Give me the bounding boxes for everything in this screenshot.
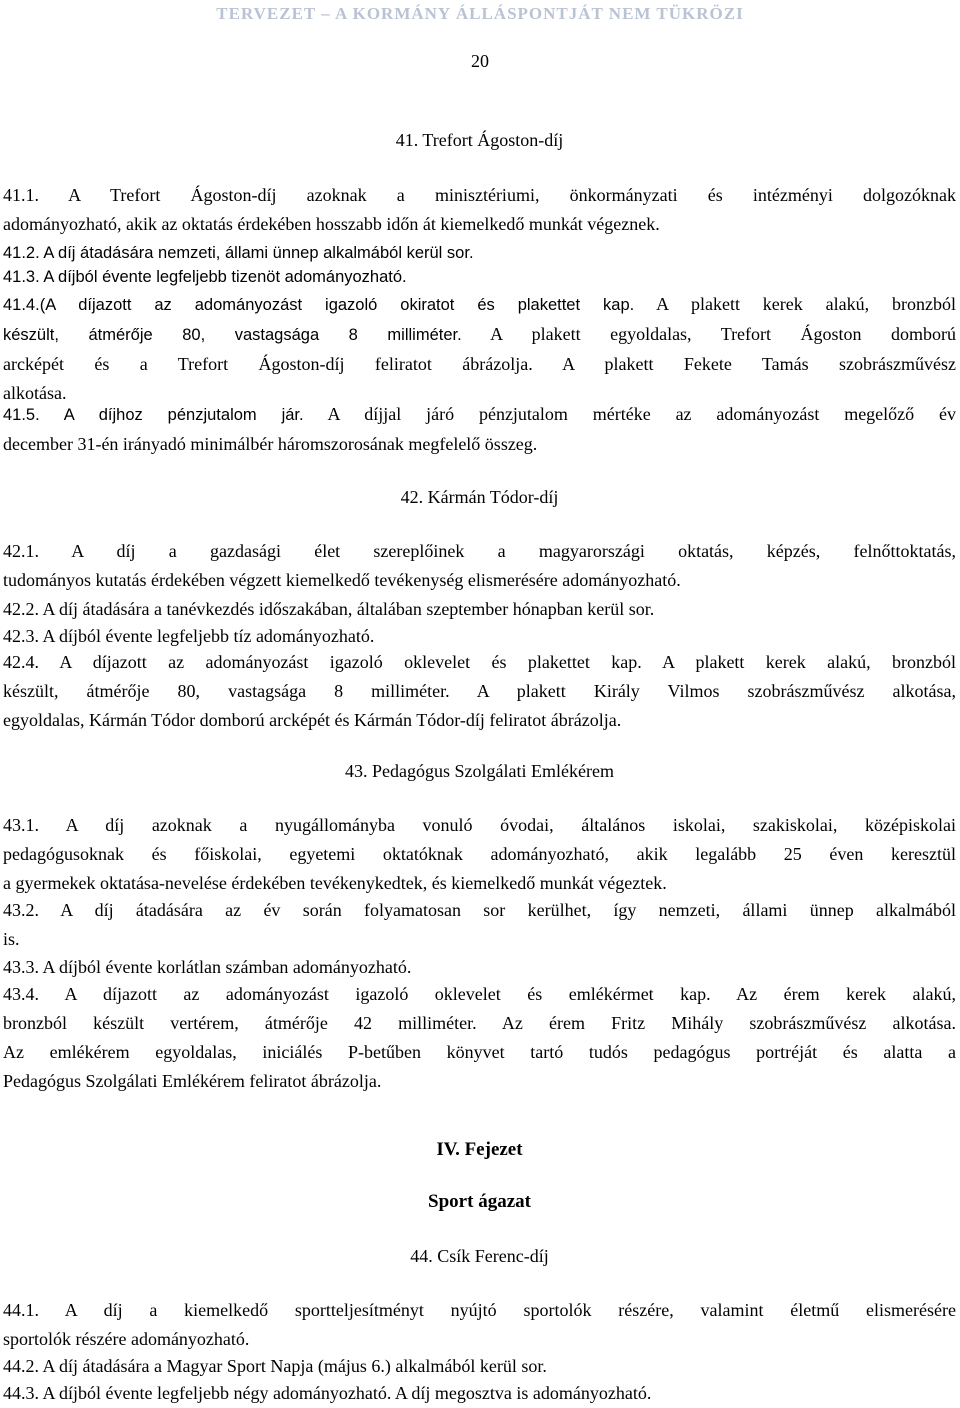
text-line: 43.3. A díjból évente korlátlan számban adományozható. [3, 957, 412, 977]
text-line: 43.4. A díjazott az adományozást igazoló oklevelet és emlékérmet kap. Az érem kerek alakú, [3, 984, 956, 1004]
text-line [3, 320, 956, 350]
page-number: 20 [471, 51, 489, 71]
text-line: Pedagógus Szolgálati Emlékérem feliratot ábrázolja. [3, 1071, 382, 1091]
text-line: Az emlékérem egyoldalas, iniciálés P-betűben könyvet tartó tudós pedagógus portréját és alatta a [3, 1042, 956, 1062]
text-line: 41.1. A Trefort Ágoston-díj azoknak a minisztériumi, önkormányzati és intézményi dolgozóknak [3, 185, 956, 205]
text-line: 42.2. A díj átadására a tanévkezdés időszakában, általában szeptember hónapban kerül sor. [3, 599, 655, 619]
section-44-3 [3, 1379, 956, 1408]
text-line: 43.1. A díj azoknak a nyugállományba vonuló óvodai, általános iskolai, szakiskolai, középiskolai [3, 815, 956, 835]
text-line: alkotása. [3, 383, 67, 403]
section-41-3 [3, 263, 956, 292]
text-line: készült, átmérője 80, vastagsága 8 milliméter. A plakett Király Vilmos szobrászművész alkotása, [3, 681, 956, 701]
text-span: A plakett egyoldalas, Trefort Ágoston domború [490, 324, 956, 344]
section-42-title: 42. Kármán Tódor-díj [400, 487, 559, 507]
chapter-subtitle: Sport ágazat [428, 1191, 531, 1212]
section-42-3 [3, 622, 956, 651]
section-41-title: 41. Trefort Ágoston-díj [395, 130, 564, 150]
section-43-3 [3, 953, 956, 982]
text-line: bronzból készült vertérem, átmérője 42 milliméter. Az érem Fritz Mihály szobrászművész alkotása. [3, 1013, 956, 1033]
section-42-4 [3, 648, 956, 735]
text-line: sportolók részére adományozható. [3, 1329, 250, 1349]
text-line: is. [3, 929, 20, 949]
chapter-title: IV. Fejezet [436, 1139, 523, 1160]
section-43-title: 43. Pedagógus Szolgálati Emlékérem [345, 761, 614, 781]
section-43-2 [3, 896, 956, 954]
text-line: adományozható, akik az oktatás érdekében hosszabb időn át kiemelkedő munkát végeznek. [3, 214, 660, 234]
text-line: 44.3. A díjból évente legfeljebb négy adományozható. A díj megosztva is adományozható. [3, 1383, 652, 1403]
text-line: 44.1. A díj a kiemelkedő sportteljesítményt nyújtó sportolók részére, valamint életmű elismerésére [3, 1300, 956, 1320]
text-line: a gyermekek oktatása-nevelése érdekében tevékenykedtek, és kiemelkedő munkát végeztek. [3, 873, 667, 893]
text-span: 41.4.(A díjazott az adományozást igazoló okiratot és plakettet kap. [3, 296, 635, 314]
section-41-1 [3, 181, 956, 239]
text-line: arcképét és a Trefort Ágoston-díj feliratot ábrázolja. A plakett Fekete Tamás szobrászművész [3, 354, 956, 374]
text-span: 41.5. A díjhoz pénzjutalom jár. [3, 406, 304, 424]
text-span: készült, átmérője 80, vastagsága 8 milliméter. [3, 326, 462, 344]
section-42-2 [3, 595, 956, 624]
text-line: egyoldalas, Kármán Tódor domború arcképét és Kármán Tódor-díj feliratot ábrázolja. [3, 710, 622, 730]
text-span: A plakett kerek alakú, bronzból [656, 294, 956, 314]
section-41-5 [3, 400, 956, 459]
text-line [3, 290, 956, 320]
text-line: 41.3. A díjból évente legfeljebb tizenöt adományozható. [3, 268, 407, 286]
text-line: 43.2. A díj átadására az év során folyamatosan sor kerülhet, így nemzeti, állami ünnep alkalmából [3, 900, 956, 920]
draft-watermark: TERVEZET – A KORMÁNY ÁLLÁSPONTJÁT NEM TÜKRÖZI [216, 4, 744, 23]
text-line: 42.4. A díjazott az adományozást igazoló oklevelet és plakettet kap. A plakett kerek alakú, bronzból [3, 652, 956, 672]
text-line: 42.1. A díj a gazdasági élet szereplőinek a magyarországi oktatás, képzés, felnőttoktatás, [3, 541, 956, 561]
text-line [3, 400, 956, 430]
text-line: tudományos kutatás érdekében végzett kiemelkedő tevékenység elismerésére adományozható. [3, 570, 681, 590]
text-line: december 31-én irányadó minimálbér háromszorosának megfelelő összeg. [3, 434, 538, 454]
text-line: 41.2. A díj átadására nemzeti, állami ünnep alkalmából kerül sor. [3, 244, 474, 262]
section-43-1 [3, 811, 956, 898]
section-42-1 [3, 537, 956, 595]
section-44-2 [3, 1352, 956, 1381]
text-line: 42.3. A díjból évente legfeljebb tíz adományozható. [3, 626, 375, 646]
section-44-1 [3, 1296, 956, 1354]
text-line: 44.2. A díj átadására a Magyar Sport Napja (május 6.) alkalmából kerül sor. [3, 1356, 547, 1376]
section-44-title: 44. Csík Ferenc-díj [410, 1246, 549, 1266]
text-span: A díjjal járó pénzjutalom mértéke az adományozást megelőző év [327, 404, 956, 424]
section-41-4 [3, 290, 956, 408]
section-43-4 [3, 980, 956, 1096]
text-line: pedagógusoknak és főiskolai, egyetemi oktatóknak adományozható, akik legalább 25 éven keresztül [3, 844, 956, 864]
